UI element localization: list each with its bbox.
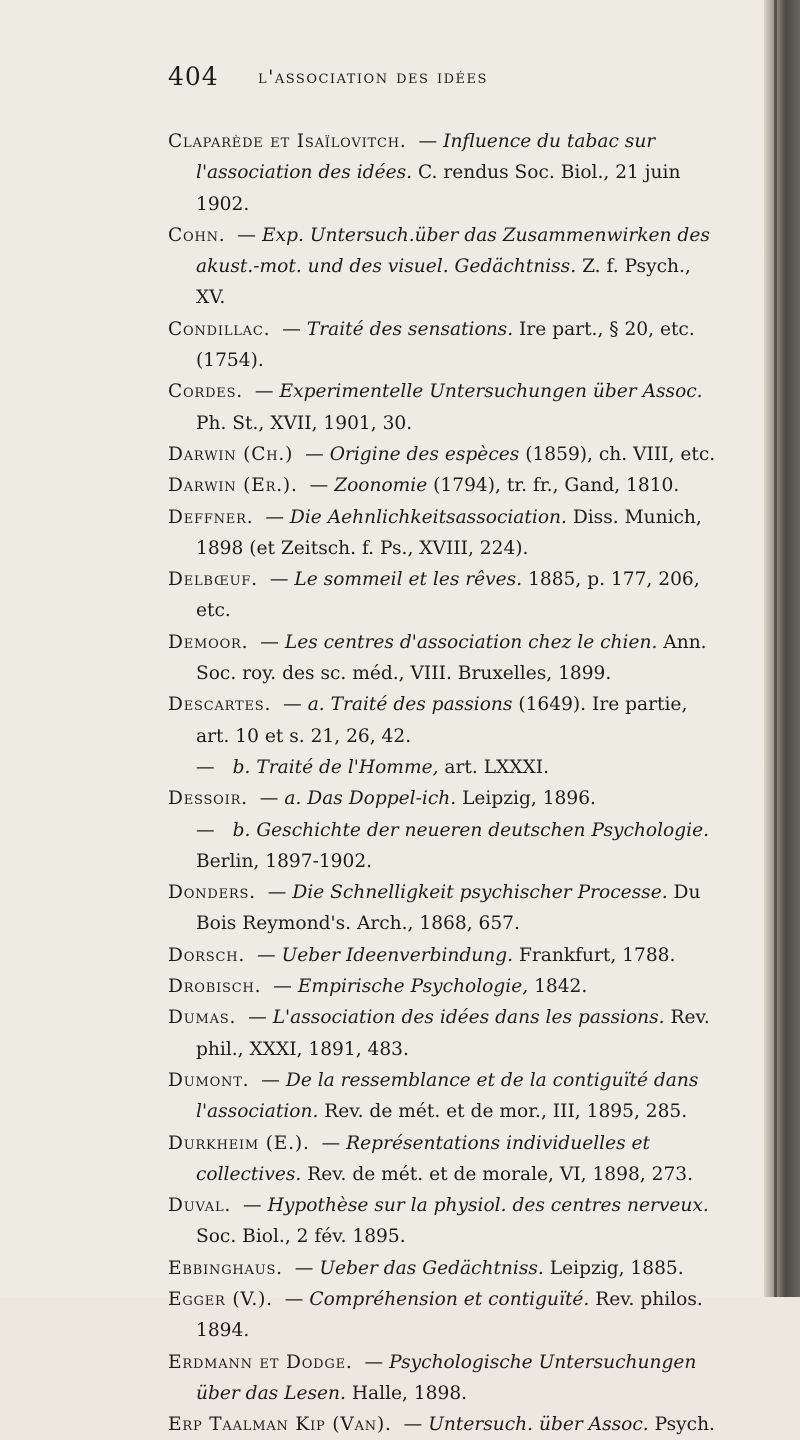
entry-details: Leipzig, 1896. (462, 788, 596, 810)
entry-author: Erdmann et Dodge. (168, 1351, 353, 1373)
entry-title: De la ressemblance et de la contiguïté dans l'association. (196, 1069, 699, 1123)
entry-dash: — (303, 475, 329, 497)
entry-details: Soc. Biol., 2 fév. 1895. (196, 1226, 406, 1248)
entry-author: Darwin (Er.). (168, 475, 298, 497)
entry-title: Représentations individuelles et collectives. (196, 1132, 651, 1185)
entry-details: Ph. St., XVII, 1901, 30. (196, 412, 413, 434)
bibliography-entry (168, 815, 720, 878)
bibliography-entry (168, 752, 720, 783)
entry-title: Hypothèse sur la physiol. des centres nerveux. (267, 1195, 709, 1217)
entry-details: Z. f. Psych., XV. (196, 256, 691, 309)
entry-dash: — (278, 1288, 304, 1310)
entry-title: b. Geschichte der neueren deutschen Psychologie. (232, 819, 709, 841)
entry-details: Ann. Soc. roy. des sc. méd., VIII. Bruxelles, 1899. (196, 631, 707, 685)
bibliography-entry (168, 783, 720, 814)
bibliography-entry (168, 1409, 720, 1440)
entry-dash: — (412, 131, 438, 152)
entry-details: Psych. (654, 1414, 715, 1436)
entry-author: Cordes. (168, 381, 244, 403)
bibliography-entry (168, 314, 720, 377)
running-title: l'association des idées (258, 66, 488, 88)
entry-dash: — (196, 756, 215, 778)
entry-title: a. Das Doppel-ich. (284, 788, 457, 810)
bibliography-entry (168, 1002, 720, 1065)
entry-details: art. LXXXI. (444, 756, 550, 778)
entry-details: C. rendus Soc. Biol., 21 juin 1902. (196, 162, 681, 215)
page-header (0, 62, 770, 102)
bibliography-entry (168, 689, 720, 752)
bibliography-entry (168, 126, 720, 220)
entry-dash: — (263, 569, 289, 591)
bibliography-entry (168, 502, 720, 565)
entry-details: (1859), ch. VIII, etc. (525, 443, 716, 465)
entry-dash: — (231, 224, 257, 246)
bibliography-entry (168, 220, 720, 314)
bibliography-entry (168, 564, 720, 627)
entry-title: L'association des idées dans les passions. (272, 1007, 665, 1029)
entry-author: Darwin (Ch.) (168, 443, 294, 465)
entry-author: Claparède et Isaïlovitch. (168, 131, 407, 152)
entry-title: a. Traité des passions (307, 694, 513, 716)
entry-dash: — (299, 443, 324, 465)
entry-details: (1794), tr. fr., Gand, 1810. (433, 475, 680, 497)
entry-title: Compréhension et contiguïté. (309, 1288, 590, 1310)
bibliography-entry (168, 1065, 720, 1128)
bibliography-entry (168, 1284, 720, 1347)
entry-dash: — (253, 788, 279, 810)
bibliography-entry (168, 1190, 720, 1253)
bibliography-entry (168, 971, 720, 1002)
entry-details: Rev. de mét. et de mor., III, 1895, 285. (324, 1101, 688, 1123)
entry-details: (1649). Ire partie, art. 10 et s. 21, 26, 42. (196, 694, 688, 747)
bibliography-entry (168, 877, 720, 940)
entry-dash: — (276, 318, 301, 340)
page-number: 404 (168, 62, 219, 91)
entry-author: Delbœuf. (168, 569, 258, 591)
entry-details: Rev. phil., XXXI, 1891, 483. (196, 1007, 710, 1060)
bibliography-entry (168, 1347, 720, 1410)
bibliography-entry (168, 940, 720, 971)
entry-details: 1842. (534, 976, 588, 998)
entry-title: Zoonomie (334, 475, 428, 497)
entry-author: Erp Taalman Kip (Van). (168, 1414, 392, 1436)
entry-dash: — (358, 1351, 384, 1373)
entry-dash: — (259, 506, 284, 528)
entry-author: Drobisch. (168, 976, 262, 998)
entry-details: 1885, p. 177, 206, etc. (196, 569, 700, 622)
entry-details: Halle, 1898. (351, 1382, 468, 1404)
entry-author: Condillac. (168, 318, 271, 340)
entry-title: Influence du tabac sur l'association des idées. (196, 131, 656, 184)
entry-title: b. Traité de l'Homme, (232, 756, 439, 778)
bibliography-entry (168, 470, 720, 501)
entry-author: Duval. (168, 1195, 232, 1217)
entry-author: Cohn. (168, 224, 226, 246)
entry-author: Dorsch. (168, 944, 246, 966)
entry-dash: — (196, 819, 215, 841)
entry-dash: — (255, 1069, 280, 1091)
entry-dash: — (249, 381, 274, 403)
entry-dash: — (242, 1007, 267, 1029)
bibliography-entry (168, 1128, 720, 1191)
entry-author: Deffner. (168, 506, 254, 528)
entry-author: Egger (V.). (168, 1288, 273, 1310)
entry-dash: — (251, 944, 276, 966)
entry-author: Dumas. (168, 1007, 237, 1029)
entry-title: Les centres d'association chez le chien. (284, 631, 658, 653)
entry-title: Psychologische Untersuchungen über das Lesen. (196, 1351, 697, 1404)
entry-details: Diss. Munich, 1898 (et Zeitsch. f. Ps., XVIII, 224). (196, 506, 702, 559)
entry-author: Ebbinghaus. (168, 1257, 283, 1279)
entry-dash: — (261, 882, 287, 904)
entry-title: Experimentelle Untersuchungen über Assoc. (279, 381, 703, 403)
entry-title: Le sommeil et les rêves. (294, 569, 523, 591)
entry-title: Die Aehnlichkeitsassociation. (289, 506, 567, 528)
bibliography-entry (168, 376, 720, 439)
bibliography-entry (168, 627, 720, 690)
entry-title: Empirische Psychologie, (297, 976, 529, 998)
book-binding-edge (764, 0, 800, 1297)
entry-details: Du Bois Reymond's. Arch., 1868, 657. (196, 882, 701, 935)
entry-details: Rev. philos. 1894. (196, 1288, 703, 1342)
entry-title: Traité des sensations. (306, 318, 514, 340)
entry-dash: — (254, 631, 279, 653)
entry-dash: — (267, 976, 292, 998)
entry-title: Ueber das Gedächtniss. (319, 1257, 544, 1279)
entry-title: Exp. Untersuch.über das Zusammenwirken des akust.-mot. und des visuel. Gedächtniss. (196, 224, 710, 278)
entry-title: Origine des espèces (329, 443, 520, 465)
bibliography-entry (168, 439, 720, 470)
bibliography-entry (168, 1253, 720, 1284)
entry-author: Demoor. (168, 631, 249, 653)
entry-title: Untersuch. über Assoc. (428, 1414, 649, 1436)
entry-author: Dumont. (168, 1069, 250, 1091)
entry-dash: — (237, 1195, 262, 1217)
entry-details: Rev. de mét. et de morale, VI, 1898, 273. (307, 1163, 694, 1185)
entry-details: Leipzig, 1885. (549, 1257, 684, 1279)
bibliography-list (168, 126, 720, 1440)
entry-details: Berlin, 1897-1902. (196, 850, 373, 872)
entry-title: Ueber Ideenverbindung. (281, 944, 514, 966)
entry-details: Ire part., § 20, etc. (1754). (196, 318, 695, 372)
entry-dash: — (277, 694, 302, 716)
entry-details: Frankfurt, 1788. (519, 944, 676, 966)
entry-dash: — (288, 1257, 314, 1279)
entry-dash: — (397, 1414, 423, 1436)
entry-author: Donders. (168, 882, 256, 904)
entry-author: Durkheim (E.). (168, 1132, 310, 1154)
entry-title: Die Schnelligkeit psychischer Processe. (292, 882, 668, 904)
entry-dash: — (315, 1132, 341, 1154)
entry-author: Dessoir. (168, 788, 248, 810)
entry-author: Descartes. (168, 694, 272, 716)
